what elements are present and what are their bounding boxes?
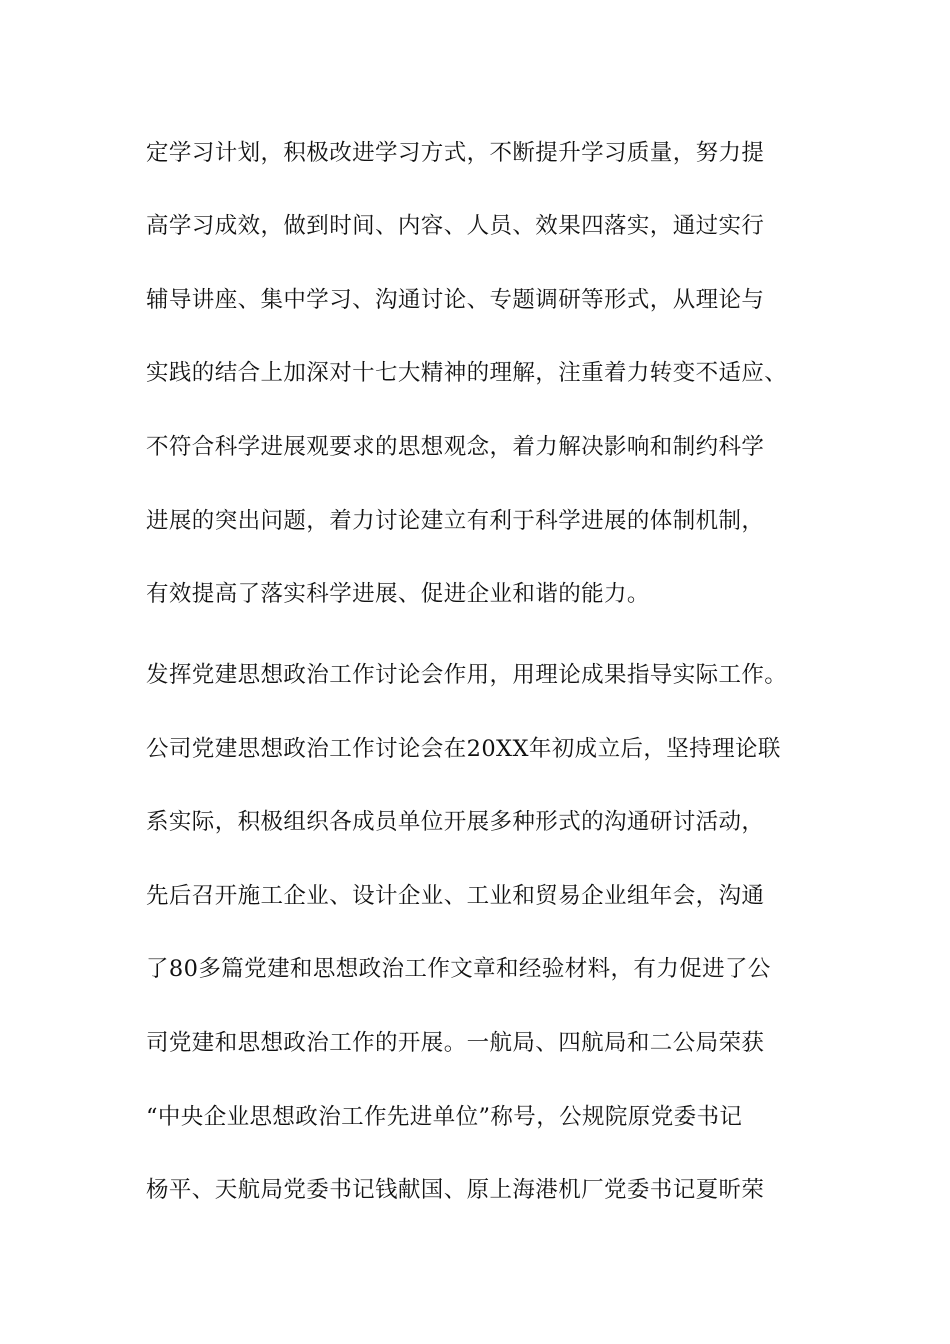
text-line: 先后召开施工企业、设计企业、工业和贸易企业组年会，沟通 (146, 883, 765, 909)
text-line: 定学习计划，积极改进学习方式，不断提升学习质量，努力提 (146, 140, 765, 166)
text-line: 杨平、天航局党委书记钱献国、原上海港机厂党委书记夏昕荣 (146, 1177, 765, 1203)
text-line: 进展的突出问题，着力讨论建立有利于科学进展的体制机制， (146, 508, 765, 534)
text-line: 不符合科学进展观要求的思想观念，着力解决影响和制约科学 (146, 434, 765, 460)
text-line: “中央企业思想政治工作先进单位”称号，公规院原党委书记 (146, 1104, 743, 1130)
text-line: 司党建和思想政治工作的开展。一航局、四航局和二公局荣获 (146, 1030, 765, 1056)
text-line: 发挥党建思想政治工作讨论会作用，用理论成果指导实际工作。 (146, 662, 788, 688)
text-line: 高学习成效，做到时间、内容、人员、效果四落实，通过实行 (146, 213, 765, 239)
text-line: 了80多篇党建和思想政治工作文章和经验材料，有力促进了公 (146, 956, 771, 982)
text-line: 公司党建思想政治工作讨论会在20XX年初成立后，坚持理论联 (146, 736, 781, 762)
text-line: 辅导讲座、集中学习、沟通讨论、专题调研等形式，从理论与 (146, 287, 765, 313)
text-line: 系实际，积极组织各成员单位开展多种形式的沟通研讨活动， (146, 809, 765, 835)
text-line: 有效提高了落实科学进展、促进企业和谐的能力。 (146, 581, 650, 607)
text-line: 实践的结合上加深对十七大精神的理解，注重着力转变不适应、 (146, 360, 788, 386)
